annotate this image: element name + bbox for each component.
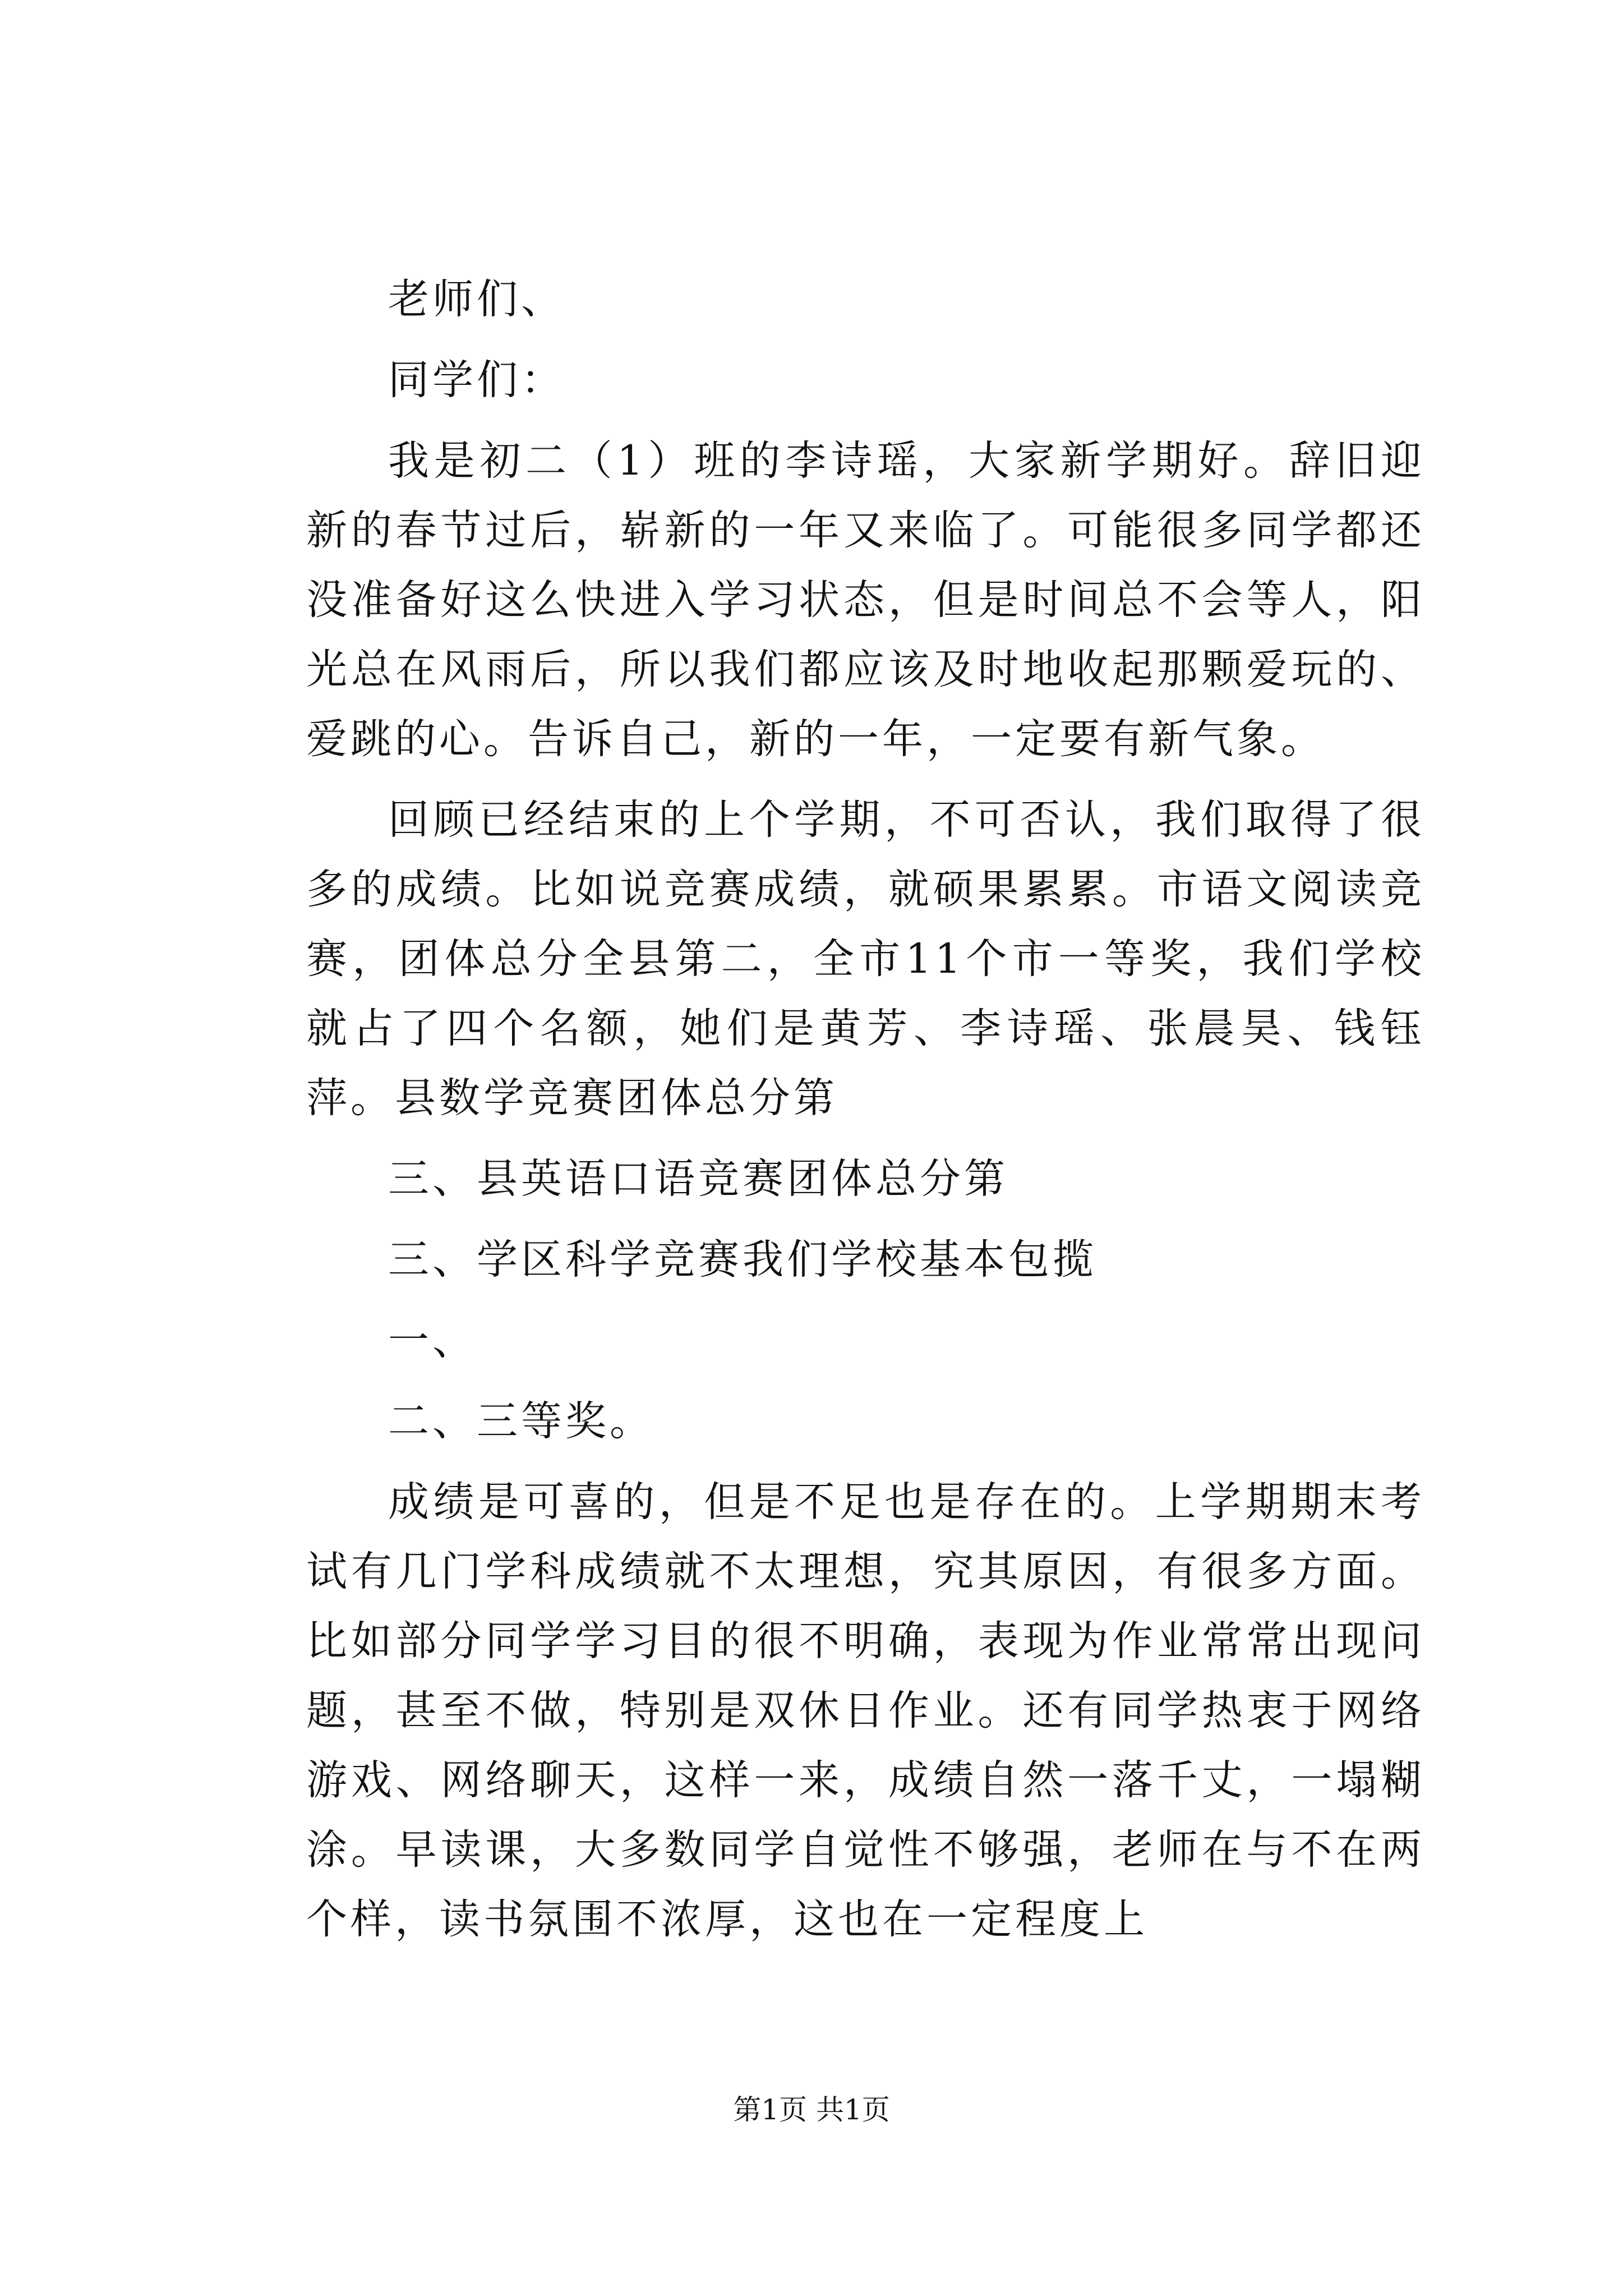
paragraph-second-third: 二、三等奖。 — [388, 1397, 654, 1445]
paragraph-first: 一、 — [388, 1317, 477, 1364]
paragraph-english-contest: 三、县英语口语竞赛团体总分第 — [388, 1155, 1008, 1203]
document-body — [306, 265, 1425, 1954]
paragraph-shortcomings: 成绩是可喜的，但是不足也是存在的。上学期期末考试有几门学科成绩就不太理想，究其原因，有很多方面。比如部分同学学习目的很不明确，表现为作业常常出现问题，甚至不做，特别是双休日作业。还有同学热衷于网络游戏、网络聊天，这样一来，成绩自然一落千丈，一塌糊涂。早读课，大多数同学自觉性不够强，老师在与不在两个样，读书氛围不浓厚，这也在一定程度上 — [306, 1478, 1425, 1943]
paragraph-achievements: 回顾已经结束的上个学期，不可否认，我们取得了很多的成绩。比如说竞赛成绩，就硕果累累。市语文阅读竞赛，团体总分全县第二，全市11个市一等奖，我们学校就占了四个名额，她们是黄芳、李诗瑶、张晨昊、钱钰萍。县数学竞赛团体总分第 — [306, 796, 1425, 1122]
salutation-teachers: 老师们、 — [388, 275, 565, 323]
paragraph-intro: 我是初二（1）班的李诗瑶，大家新学期好。辞旧迎新的春节过后，崭新的一年又来临了。可能很多同学都还没准备好这么快进入学习状态，但是时间总不会等人，阳光总在风雨后，所以我们都应该及时地收起那颗爱玩的、爱跳的心。告诉自己，新的一年，一定要有新气象。 — [306, 437, 1425, 763]
salutation-students: 同学们： — [388, 356, 565, 404]
page-number-footer: 第1页 共1页 — [733, 2093, 890, 2126]
paragraph-science-contest: 三、学区科学竞赛我们学校基本包揽 — [388, 1236, 1097, 1283]
